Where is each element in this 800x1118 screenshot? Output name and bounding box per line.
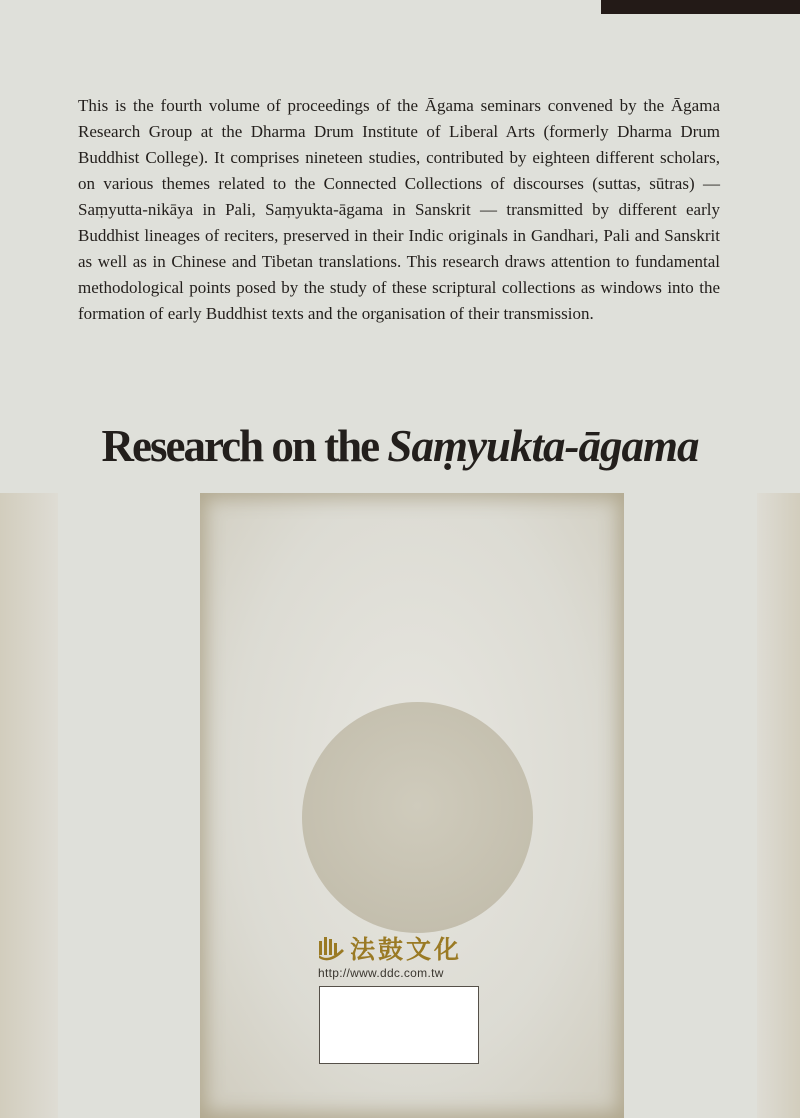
book-title-prefix: Research on the — [101, 421, 388, 471]
back-cover-blurb: This is the fourth volume of proceedings of the Āgama seminars convened by the Āgama Research Group at the Dharma Drum Institute of Liberal Arts (formerly Dharma Drum Buddhist College). It comprises nineteen studies, contributed by eighteen different scholars, on various themes related to the Connected Collections of discourses (suttas, sūtras) — Saṃyutta-nikāya in Pali, Saṃyukta-āgama in Sanskrit — transmitted by different early Buddhist lineages of reciters, preserved in their Indic originals in Gandhari, Pali and Sanskrit as well as in Chinese and Tibetan translations. This research draws attention to fundamental methodological points posed by the study of these scriptural collections as windows into the formation of early Buddhist texts and the organisation of their transmission. — [78, 96, 720, 323]
book-title — [0, 418, 800, 474]
parchment-strip-left — [0, 493, 58, 1118]
corner-bar — [601, 0, 800, 14]
publisher-url: http://www.ddc.com.tw — [318, 966, 444, 980]
barcode-box — [319, 986, 479, 1064]
parchment-strip-right — [757, 493, 800, 1118]
book-title-italic: Saṃyukta-āgama — [387, 421, 699, 471]
publisher-logo — [316, 930, 486, 966]
hand-logo-icon — [316, 933, 346, 963]
publisher-name: 法鼓文化 — [350, 935, 463, 964]
circle-motif — [302, 702, 533, 933]
